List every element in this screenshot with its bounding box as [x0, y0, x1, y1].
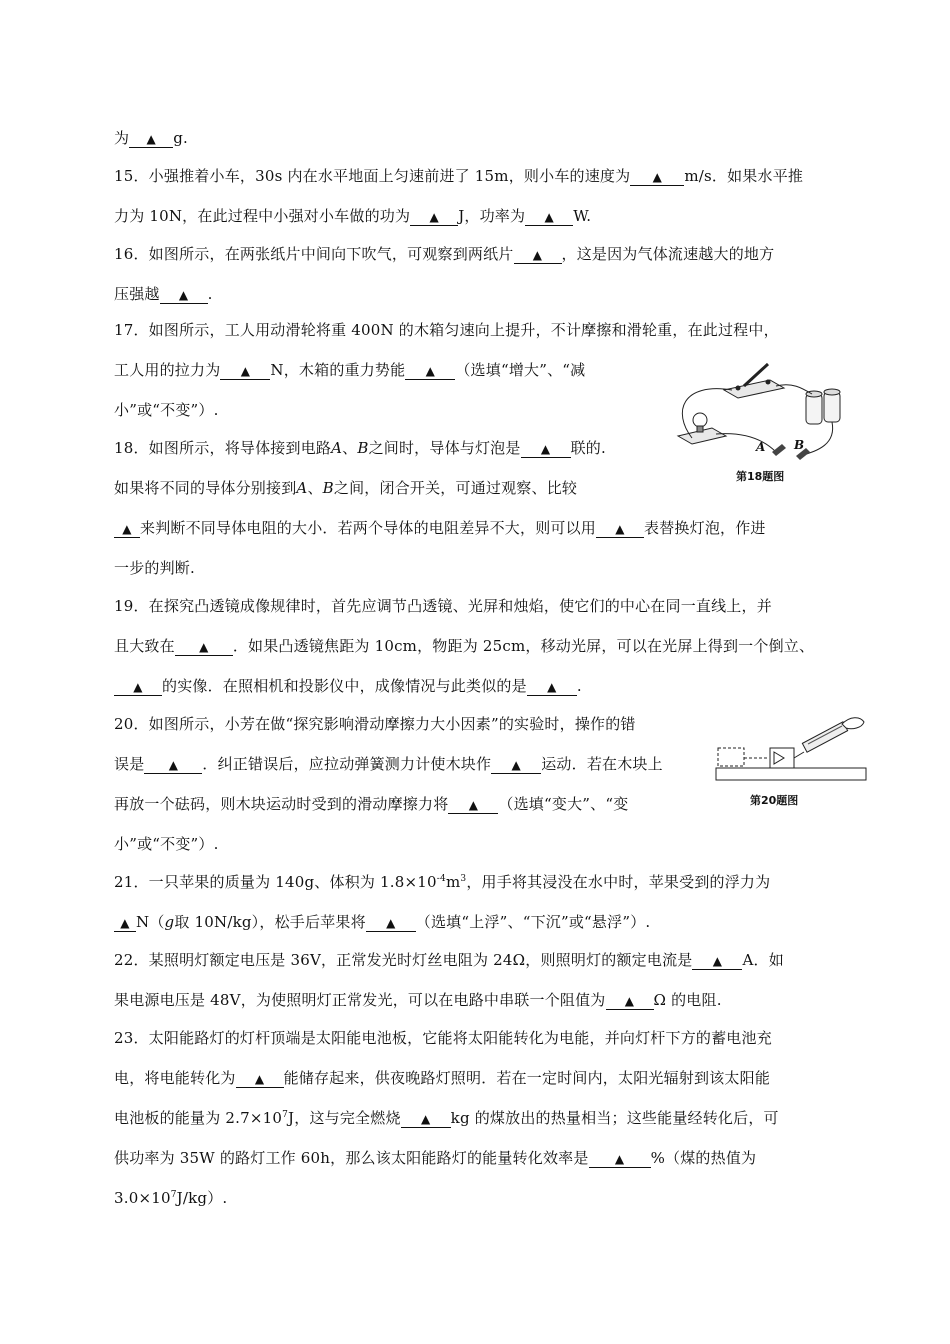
triangle-icon: ▲	[168, 758, 179, 772]
answer-blank[interactable]	[160, 286, 208, 304]
text: .	[576, 677, 582, 695]
text: kg 的煤放出的热量相当；这些能量经转化后，可	[450, 1109, 779, 1127]
superscript: 3	[460, 874, 467, 884]
text: %（煤的热值为	[650, 1149, 757, 1167]
q18-line4	[114, 558, 195, 578]
text: N，木箱的重力势能	[270, 361, 406, 379]
answer-blank[interactable]	[410, 208, 458, 226]
q23-line2	[114, 1068, 770, 1088]
q23-line5	[114, 1188, 227, 1208]
q21-line1	[114, 872, 770, 892]
text: m/s．如果水平推	[684, 167, 804, 185]
text: Ω 的电阻.	[653, 991, 722, 1009]
superscript: 7	[170, 1190, 177, 1200]
triangle-icon: ▲	[624, 994, 635, 1008]
text: A．如	[742, 951, 784, 969]
text: 为	[114, 129, 130, 147]
answer-blank[interactable]	[514, 246, 562, 264]
q18-line3	[114, 518, 766, 538]
q14-tail	[114, 128, 188, 148]
figure-20	[712, 712, 872, 808]
triangle-icon: ▲	[199, 640, 209, 654]
text: 电，将电能转化为	[114, 1069, 236, 1087]
answer-blank[interactable]	[236, 1070, 284, 1088]
triangle-icon: ▲	[547, 680, 557, 694]
text: N（	[136, 913, 165, 931]
text: 电池板的能量为 2.7×10	[114, 1109, 283, 1127]
text: 19．在探究凸透镜成像规律时，首先应调节凸透镜、光屏和烛焰，使它们的中心在同一直线上，并	[114, 597, 772, 615]
triangle-icon: ▲	[652, 170, 663, 184]
text: 工人用的拉力为	[114, 361, 221, 379]
q16-line1	[114, 244, 774, 264]
answer-blank[interactable]	[692, 952, 742, 970]
answer-blank[interactable]	[366, 914, 416, 932]
answer-blank[interactable]	[521, 440, 571, 458]
text: 20．如图所示，小芳在做“探究影响滑动摩擦力大小因素”的实验时，操作的错	[114, 715, 636, 733]
text: 3.0×10	[114, 1189, 171, 1207]
triangle-icon: ▲	[511, 758, 521, 772]
triangle-icon: ▲	[712, 954, 723, 968]
text: 18．如图所示，将导体接到电路	[114, 439, 332, 457]
text: 力为 10N，在此过程中小强对小车做的功为	[114, 207, 411, 225]
triangle-icon: ▲	[429, 210, 439, 224]
triangle-icon: ▲	[120, 916, 130, 930]
answer-blank[interactable]	[525, 208, 573, 226]
text: .	[207, 285, 213, 303]
text: 能储存起来，供夜晚路灯照明．若在一定时间内，太阳光辐射到该太阳能	[283, 1069, 771, 1087]
text: m	[445, 873, 461, 891]
q22-line2	[114, 990, 722, 1010]
text: 23．太阳能路灯的灯杆顶端是太阳能电池板，它能将太阳能转化为电能，并向灯杆下方的蓄电池充	[114, 1029, 772, 1047]
q19-line1	[114, 596, 772, 616]
q20-line2	[114, 754, 663, 774]
triangle-icon: ▲	[614, 1152, 625, 1166]
answer-blank[interactable]	[114, 520, 140, 538]
triangle-icon: ▲	[540, 442, 551, 456]
text: 、	[342, 439, 358, 457]
text: 误是	[114, 755, 145, 773]
text: 表替换灯泡，作进	[644, 519, 766, 537]
text: 运动．若在木块上	[541, 755, 663, 773]
text: 、	[307, 479, 323, 497]
text: 16．如图所示，在两张纸片中间向下吹气，可观察到两纸片	[114, 245, 514, 263]
answer-blank[interactable]	[175, 638, 233, 656]
text: ，用手将其浸没在水中时，苹果受到的浮力为	[466, 873, 771, 891]
text: 联的.	[570, 439, 606, 457]
q15-line1	[114, 166, 803, 186]
answer-blank[interactable]	[596, 520, 644, 538]
text: B	[322, 479, 334, 497]
text: 之间，闭合开关，可通过观察、比较	[333, 479, 578, 497]
answer-blank[interactable]	[589, 1150, 651, 1168]
text: （选填“上浮”、“下沉”或“悬浮”）.	[415, 913, 651, 931]
answer-blank[interactable]	[527, 678, 577, 696]
text: A	[331, 439, 343, 457]
text: 15．小强推着小车，30s 内在水平地面上匀速前进了 15m，则小车的速度为	[114, 167, 631, 185]
text: 17．如图所示，工人用动滑轮将重 400N 的木箱匀速向上提升，不计摩擦和滑轮重，在此过程中，	[114, 321, 779, 339]
q23-line4	[114, 1148, 756, 1168]
triangle-icon: ▲	[122, 522, 132, 536]
q19-line2	[114, 636, 814, 656]
answer-blank[interactable]	[491, 756, 541, 774]
text: J/kg）.	[176, 1189, 228, 1207]
answer-blank[interactable]	[114, 914, 136, 932]
q21-line2	[114, 912, 650, 932]
answer-blank[interactable]	[144, 756, 202, 774]
triangle-icon: ▲	[146, 132, 156, 146]
text: 取 10N/kg），松手后苹果将	[174, 913, 366, 931]
friction-experiment-diagram	[712, 712, 872, 788]
text: 一步的判断.	[114, 559, 195, 577]
text: ，这是因为气体流速越大的地方	[561, 245, 775, 263]
answer-blank[interactable]	[606, 992, 654, 1010]
text: B	[357, 439, 369, 457]
q23-line1	[114, 1028, 772, 1048]
answer-blank[interactable]	[405, 362, 455, 380]
answer-blank[interactable]	[220, 362, 270, 380]
q16-line2	[114, 284, 213, 304]
terminal-b-label: B	[794, 438, 805, 452]
text: g	[164, 913, 175, 931]
answer-blank[interactable]	[630, 168, 684, 186]
triangle-icon: ▲	[615, 522, 625, 536]
text: 再放一个砝码，则木块运动时受到的滑动摩擦力将	[114, 795, 449, 813]
text: J，功率为	[458, 207, 526, 225]
text: 22．某照明灯额定电压是 36V，正常发光时灯丝电阻为 24Ω，则照明灯的额定电流是	[114, 951, 693, 969]
answer-blank[interactable]	[114, 678, 162, 696]
text: 21．一只苹果的质量为 140g、体积为 1.8×10	[114, 873, 437, 891]
q17-line2	[114, 360, 585, 380]
text: 来判断不同导体电阻的大小．若两个导体的电阻差异不大，则可以用	[140, 519, 597, 537]
triangle-icon: ▲	[133, 680, 143, 694]
text: 之间时，导体与灯泡是	[368, 439, 521, 457]
text: ．如果凸透镜焦距为 10cm，物距为 25cm，移动光屏，可以在光屏上得到一个倒立、	[232, 637, 815, 655]
figure-caption: 第18题图	[736, 470, 785, 483]
q17-line3	[114, 400, 219, 420]
text: 供功率为 35W 的路灯工作 60h，那么该太阳能路灯的能量转化效率是	[114, 1149, 589, 1167]
answer-blank[interactable]	[129, 130, 173, 148]
text: A	[296, 479, 308, 497]
q18-line1	[114, 438, 606, 458]
triangle-icon: ▲	[468, 798, 479, 812]
text: 果电源电压是 48V，为使照明灯正常发光，可以在电路中串联一个阻值为	[114, 991, 606, 1009]
text: 小”或“不变”）.	[114, 835, 219, 853]
triangle-icon: ▲	[386, 916, 396, 930]
figure-caption: 第20题图	[750, 794, 799, 807]
text: 小”或“不变”）.	[114, 401, 219, 419]
triangle-icon: ▲	[425, 364, 436, 378]
q17-line1	[114, 320, 779, 340]
triangle-icon: ▲	[544, 210, 554, 224]
q18-line2	[114, 478, 577, 498]
triangle-icon: ▲	[178, 288, 189, 302]
q15-line2	[114, 206, 591, 226]
text: 的实像．在照相机和投影仪中，成像情况与此类似的是	[162, 677, 527, 695]
terminal-a-label: A	[756, 440, 766, 454]
q20-line4	[114, 834, 219, 854]
figure-18	[672, 352, 850, 484]
q20-line1	[114, 714, 636, 734]
superscript: -4	[436, 874, 446, 884]
text: ．纠正错误后，应拉动弹簧测力计使木块作	[202, 755, 492, 773]
triangle-icon: ▲	[240, 364, 251, 378]
text: （选填“增大”、“减	[455, 361, 586, 379]
q22-line1	[114, 950, 784, 970]
text: 压强越	[114, 285, 160, 303]
text: 如果将不同的导体分别接到	[114, 479, 297, 497]
triangle-icon: ▲	[420, 1112, 431, 1126]
superscript: 7	[282, 1110, 289, 1120]
triangle-icon: ▲	[532, 248, 543, 262]
text: 且大致在	[114, 637, 175, 655]
text: J，这与完全燃烧	[288, 1109, 401, 1127]
text: （选填“变大”、“变	[498, 795, 629, 813]
answer-blank[interactable]	[401, 1110, 451, 1128]
q23-line3	[114, 1108, 779, 1128]
triangle-icon: ▲	[254, 1072, 265, 1086]
q19-line3	[114, 676, 582, 696]
text: W.	[573, 207, 592, 225]
text: g.	[173, 129, 188, 147]
answer-blank[interactable]	[448, 796, 498, 814]
q20-line3	[114, 794, 628, 814]
